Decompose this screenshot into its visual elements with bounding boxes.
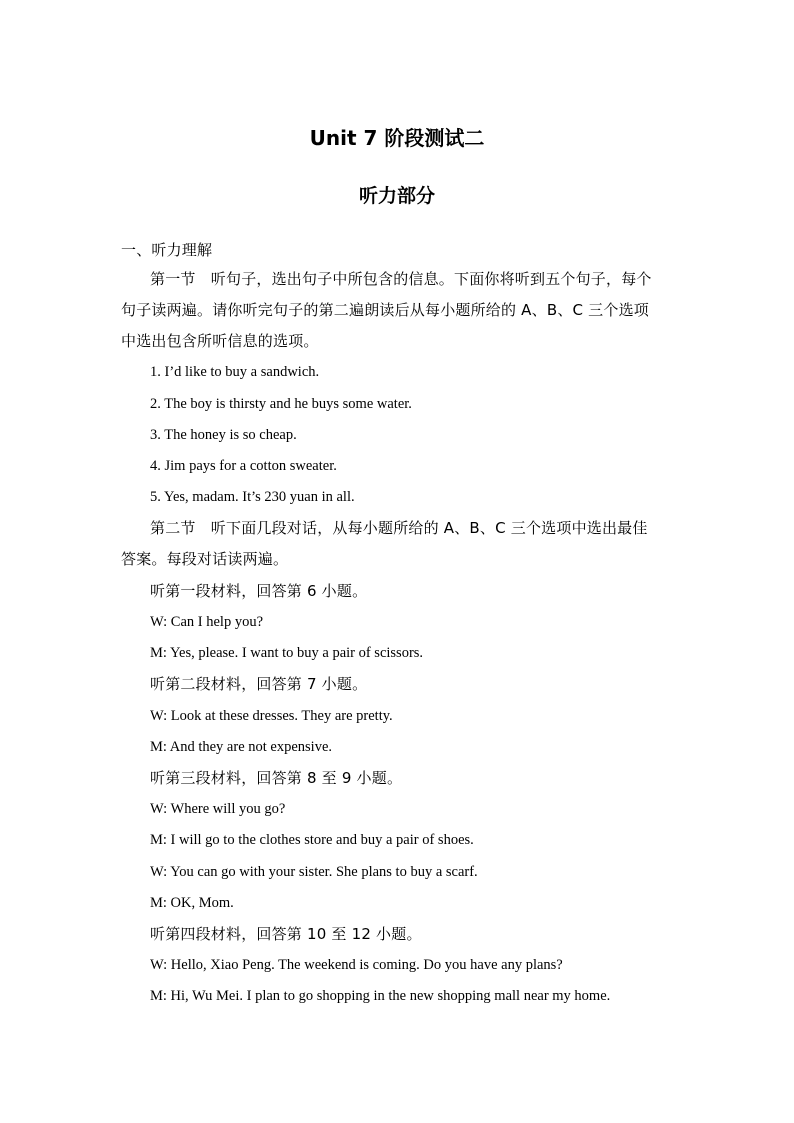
dialogue-3-intro: 听第三段材料，回答第 8 至 9 小题。 (150, 769, 403, 787)
part1-instruction-line-1: 第一节 听句子，选出句子中所包含的信息。下面你将听到五个句子，每个 (150, 270, 652, 288)
dialogue-1-line-2: M: Yes, please. I want to buy a pair of scissors. (150, 645, 424, 661)
part1-instruction-line-3: 中选出包含所听信息的选项。 (121, 332, 319, 350)
section-heading: 一、听力理解 (121, 241, 213, 259)
document-title: Unit 7 阶段测试二 (309, 126, 485, 150)
part2-instruction-line-2: 答案。每段对话读两遍。 (121, 550, 289, 568)
dialogue-3-line-2: M: I will go to the clothes store and buy a pair of shoes. (150, 832, 474, 848)
dialogue-2-line-1: W: Look at these dresses. They are pretty. (150, 708, 393, 724)
dialogue-1-intro: 听第一段材料，回答第 6 小题。 (150, 582, 368, 600)
dialogue-3-line-1: W: Where will you go? (150, 801, 286, 817)
dialogue-3-line-3: W: You can go with your sister. She plans to buy a scarf. (150, 864, 478, 880)
sentence-2: 2. The boy is thirsty and he buys some water. (150, 396, 412, 412)
dialogue-4-line-2: M: Hi, Wu Mei. I plan to go shopping in the new shopping mall near my home. (150, 988, 611, 1004)
sentence-4: 4. Jim pays for a cotton sweater. (150, 458, 337, 474)
dialogue-4-line-1: W: Hello, Xiao Peng. The weekend is coming. Do you have any plans? (150, 957, 563, 973)
sentence-5: 5. Yes, madam. It’s 230 yuan in all. (150, 489, 355, 505)
part1-instruction-line-2: 句子读两遍。请你听完句子的第二遍朗读后从每小题所给的 A、B、C 三个选项 (121, 301, 649, 319)
sentence-1: 1. I’d like to buy a sandwich. (150, 364, 320, 380)
section-subtitle: 听力部分 (358, 185, 435, 207)
dialogue-1-line-1: W: Can I help you? (150, 614, 264, 630)
dialogue-4-intro: 听第四段材料，回答第 10 至 12 小题。 (150, 925, 422, 943)
sentence-3: 3. The honey is so cheap. (150, 427, 297, 443)
dialogue-3-line-4: M: OK, Mom. (150, 895, 234, 911)
dialogue-2-intro: 听第二段材料，回答第 7 小题。 (150, 675, 368, 693)
dialogue-2-line-2: M: And they are not expensive. (150, 739, 333, 755)
part2-instruction-line-1: 第二节 听下面几段对话，从每小题所给的 A、B、C 三个选项中选出最佳 (150, 519, 648, 537)
